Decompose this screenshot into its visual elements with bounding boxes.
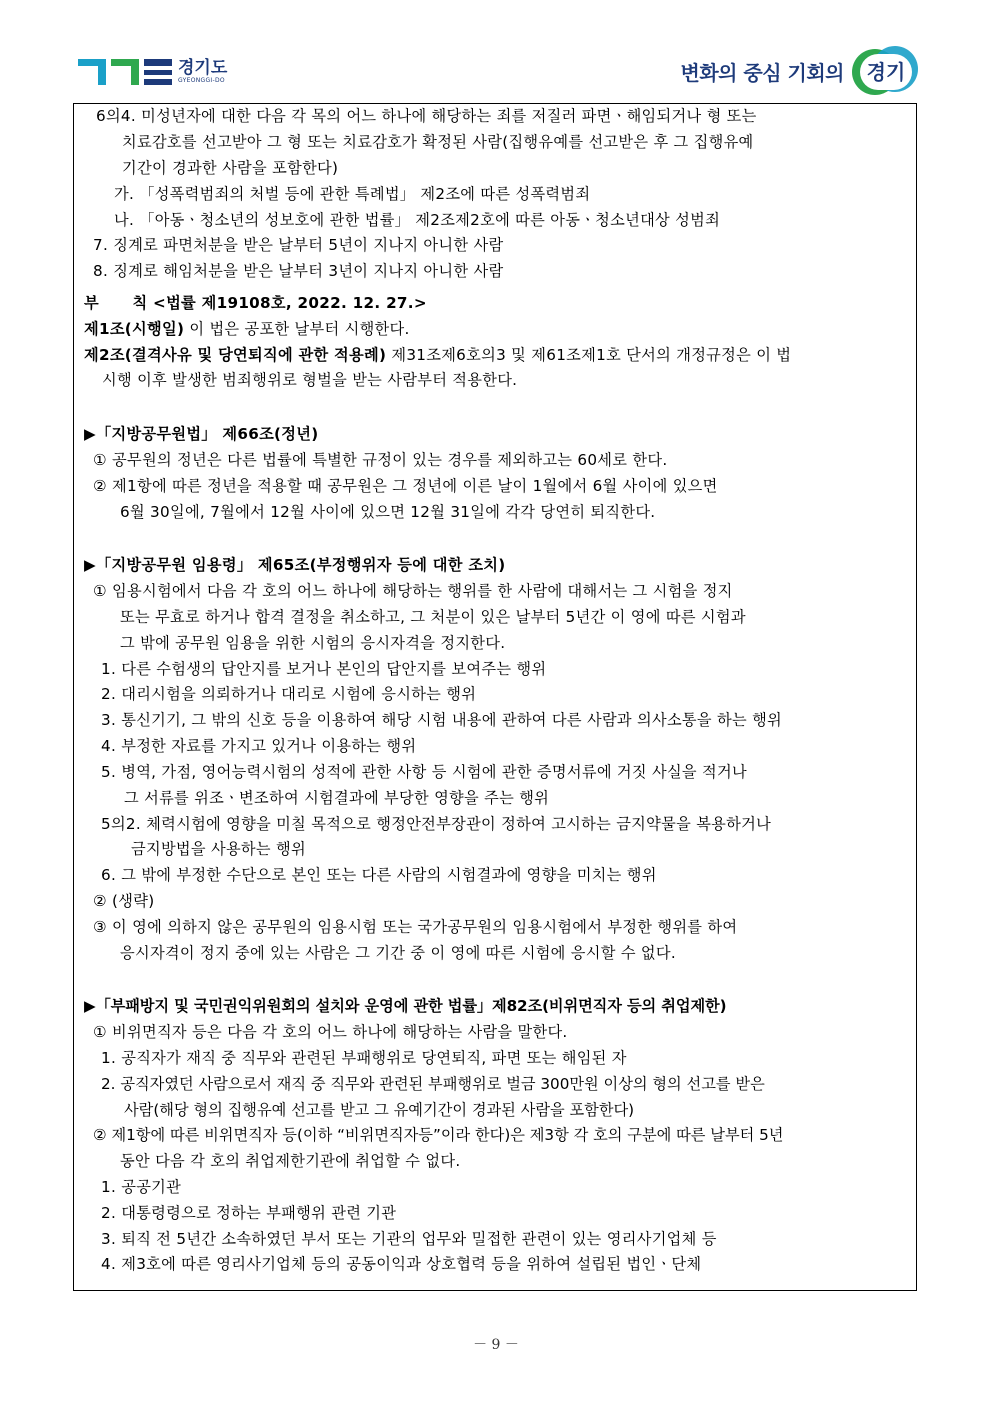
text-line: ① 임용시험에서 다음 각 호의 어느 하나에 해당하는 행위를 한 사람에 대해서는 그 시험을 정지	[93, 582, 733, 600]
text-line: 5. 병역, 가점, 영어능력시험의 성적에 관한 사항 등 시험에 관한 증명서류에 거짓 사실을 적거나	[101, 763, 747, 781]
text-line: 6의4. 미성년자에 대한 다음 각 목의 어느 하나에 해당하는 죄를 저질러 파면ㆍ해임되거나 형 또는	[96, 107, 757, 125]
text-line: 치료감호를 선고받아 그 형 또는 치료감호가 확정된 사람(집행유예를 선고받은 후 그 집행유예	[122, 133, 754, 151]
text-line: 2. 대통령령으로 정하는 부패행위 관련 기관	[101, 1204, 397, 1222]
gyeonggi-logo	[78, 55, 227, 89]
text-line: 1. 다른 수험생의 답안지를 보거나 본인의 답안지를 보여주는 행위	[101, 660, 547, 678]
text-line: 금지방법을 사용하는 행위	[131, 840, 306, 858]
slogan-logo	[681, 46, 921, 96]
article-title: 제2조(결격사유 및 당연퇴직에 관한 적용례)	[84, 346, 387, 364]
text-line: 그 서류를 위조ㆍ변조하여 시험결과에 부당한 영향을 주는 행위	[124, 789, 550, 807]
text-line: 기간이 경과한 사람을 포함한다)	[122, 159, 339, 177]
page-number: － 9 －	[473, 1337, 519, 1353]
text-line: ① 비위면직자 등은 다음 각 호의 어느 하나에 해당하는 사람을 말한다.	[93, 1023, 568, 1041]
text-line: 6. 그 밖에 부정한 수단으로 본인 또는 다른 사람의 시험결과에 영향을 미치는 행위	[101, 866, 657, 884]
article-title: 제1조(시행일)	[84, 320, 185, 338]
text-line: 5의2. 체력시험에 영향을 미칠 목적으로 행정안전부장관이 정하여 고시하는 금지약물을 복용하거나	[101, 815, 772, 833]
slogan-text: 변화의 중심 기회의	[680, 60, 844, 85]
text-line: 시행 이후 발생한 범죄행위로 형벌을 받는 사람부터 적용한다.	[102, 371, 518, 389]
text-line	[84, 345, 791, 367]
text-line: 가. 「성폭력범죄의 처벌 등에 관한 특례법」 제2조에 따른 성폭력범죄	[114, 185, 591, 203]
text-line	[84, 319, 410, 341]
text-line: 그 밖에 공무원 임용을 위한 시험의 응시자격을 정지한다.	[120, 634, 506, 652]
text-line: ② 제1항에 따른 정년을 적용할 때 공무원은 그 정년에 이른 날이 1월에서 6월 사이에 있으면	[93, 477, 718, 495]
article-text: 제31조제6호의3 및 제61조제1호 단서의 개정규정은 이 법	[386, 346, 792, 364]
text-line: 나. 「아동ㆍ청소년의 성보호에 관한 법률」 제2조제2호에 따른 아동ㆍ청소년대상 성범죄	[114, 211, 721, 229]
text-line: 2. 공직자였던 사람으로서 재직 중 직무와 관련된 부패행위로 벌금 300만원 이상의 형의 선고를 받은	[101, 1075, 765, 1093]
text-line: 1. 공직자가 재직 중 직무와 관련된 부패행위로 당연퇴직, 파면 또는 해임된 자	[101, 1049, 627, 1067]
text-line: 사람(해당 형의 집행유예 선고를 받고 그 유예기간이 경과된 사람을 포함한다)	[124, 1101, 635, 1119]
article-text: 이 법은 공포한 날부터 시행한다.	[184, 320, 410, 338]
logo-subtext: GYEONGGI-DO	[178, 77, 225, 84]
text-line: 6월 30일에, 7월에서 12월 사이에 있으면 12월 31일에 각각 당연히 퇴직한다.	[120, 503, 656, 521]
text-line: 2. 대리시험을 의뢰하거나 대리로 시험에 응시하는 행위	[101, 685, 477, 703]
section-heading: ▶「지방공무원법」 제66조(정년)	[84, 425, 319, 443]
text-line: 3. 통신기기, 그 밖의 신호 등을 이용하여 해당 시험 내용에 관하여 다른 사람과 의사소통을 하는 행위	[101, 711, 783, 729]
text-line: ③ 이 영에 의하지 않은 공무원의 임용시험 또는 국가공무원의 임용시험에서 부정한 행위를 하여	[93, 918, 738, 936]
text-line: 4. 부정한 자료를 가지고 있거나 이용하는 행위	[101, 737, 417, 755]
gyeonggi-logo-mark-icon	[78, 55, 172, 89]
text-line: 8. 징계로 해임처분을 받은 날부터 3년이 지나지 아니한 사람	[93, 262, 504, 280]
text-line: 동안 다음 각 호의 취업제한기관에 취업할 수 없다.	[120, 1152, 461, 1170]
text-line: 7. 징계로 파면처분을 받은 날부터 5년이 지나지 아니한 사람	[93, 236, 504, 254]
page-header	[0, 0, 992, 100]
logo-text: 경기도	[178, 58, 228, 78]
gyeonggi-badge-icon	[850, 46, 920, 96]
section-heading: ▶「지방공무원 임용령」 제65조(부정행위자 등에 대한 조치)	[84, 556, 506, 574]
text-line: 응시자격이 정지 중에 있는 사람은 그 기간 중 이 영에 따른 시험에 응시할 수 없다.	[120, 944, 676, 962]
addendum-heading: 부 칙 <법률 제19108호, 2022. 12. 27.>	[84, 294, 427, 312]
text-line: 1. 공공기관	[101, 1178, 182, 1196]
text-line: 4. 제3호에 따른 영리사기업체 등의 공동이익과 상호협력 등을 위하여 설립된 법인ㆍ단체	[101, 1255, 702, 1273]
text-line: 또는 무효로 하거나 합격 결정을 취소하고, 그 처분이 있은 날부터 5년간 이 영에 따른 시험과	[120, 608, 746, 626]
text-line: ① 공무원의 정년은 다른 법률에 특별한 규정이 있는 경우를 제외하고는 60세로 한다.	[93, 451, 668, 469]
text-line: ② (생략)	[93, 892, 155, 910]
badge-text: 경기	[866, 60, 906, 84]
text-line: ② 제1항에 따른 비위면직자 등(이하 “비위면직자등”이라 한다)은 제3항 각 호의 구분에 따른 날부터 5년	[93, 1126, 784, 1144]
text-line: 3. 퇴직 전 5년간 소속하였던 부서 또는 기관의 업무와 밀접한 관련이 있는 영리사기업체 등	[101, 1230, 717, 1248]
section-heading: ▶「부패방지 및 국민권익위원회의 설치와 운영에 관한 법률」제82조(비위면직자 등의 취업제한)	[84, 997, 727, 1015]
